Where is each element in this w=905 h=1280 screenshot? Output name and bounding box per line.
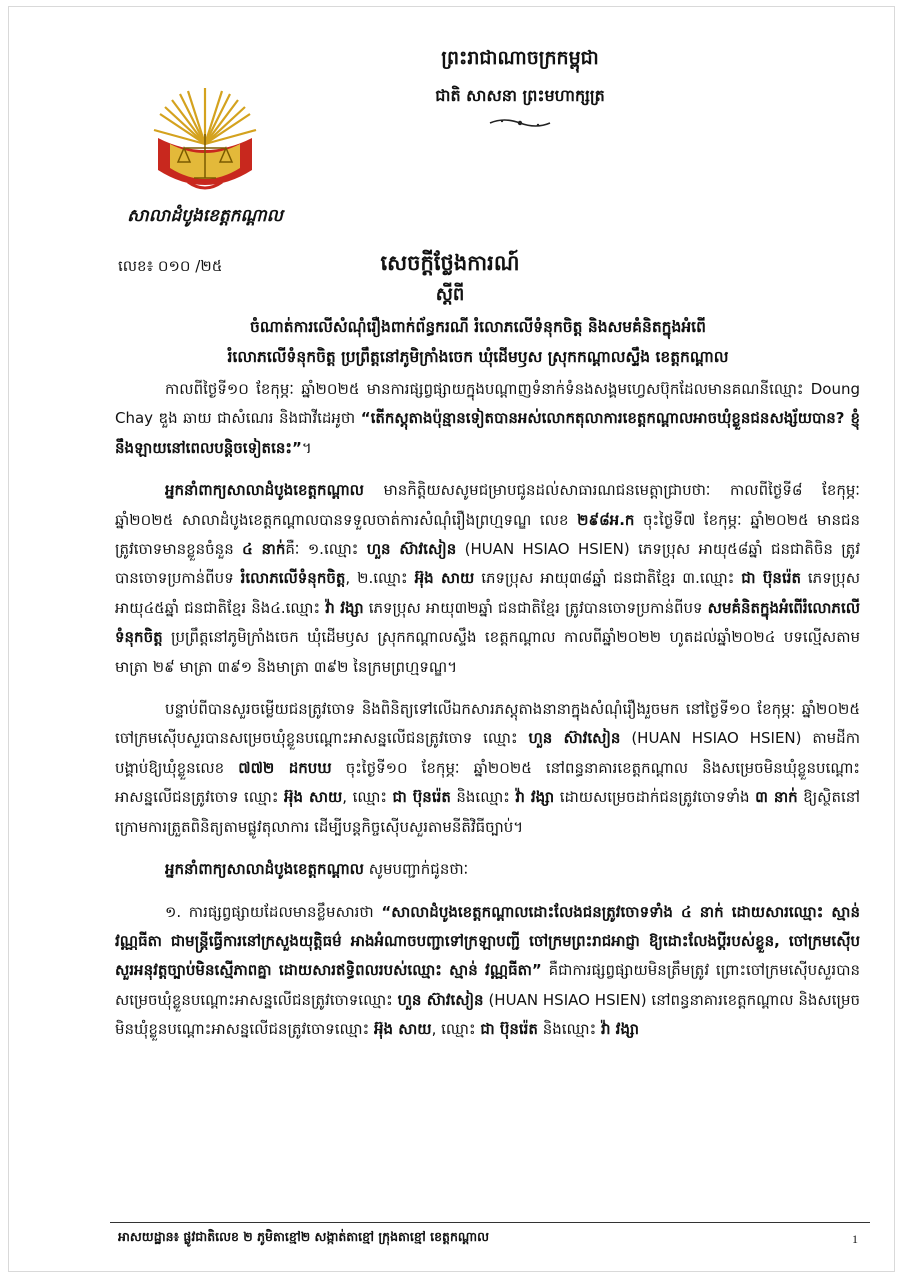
paragraph-5 <box>115 898 860 1045</box>
p2-name: វ៉ា វង្សា <box>325 598 364 617</box>
p3-name: អ៊ុង សាយ <box>283 788 343 807</box>
reference-number: លេខ៖ ០១០ /២៥ <box>118 257 223 275</box>
document-about: ស្តីពី <box>435 284 465 305</box>
p1-end: ។ <box>301 438 312 457</box>
p3-order-number: ៧៧២ ដកបឃ <box>238 758 332 777</box>
p3-text: (HUAN HSIAO HSIEN) តាមដីកាបង្គាប់ឱ្យឃុំខ្លួនលេខ <box>115 729 860 777</box>
p2-text: (HUAN HSIAO HSIEN) ភេទប្រុស អាយុ៥៨ឆ្នាំ ជនជាតិចិន ត្រូវបានចោទប្រកាន់ពីបទ <box>115 540 860 588</box>
p3-name: ហួន ស៊ាវសៀន <box>528 729 621 748</box>
p3-text: បន្ទាប់ពីបានសួរចម្លើយជនត្រូវចោទ និងពិនិត្យទៅលើឯកសារភស្តុតាងនានាក្នុងសំណុំរឿងរួចមក នៅថ្ងៃទី១០ ខែកុម្ភៈ ឆ្នាំ២០២៥ ចៅក្រមស៊ើបសួរបានសម្រេចឃុំខ្លួនបណ្តោះអាសន្នលើជនត្រូវចោទ ឈ្មោះ <box>115 700 860 748</box>
p2-text: ប្រព្រឹត្តនៅភូមិក្រាំងចេក ឃុំដើមឫស ស្រុកកណ្តាលស្ទឹង ខេត្តកណ្តាល កាលពីឆ្នាំ២០២២ ហូតដល់ឆ្នាំ២០២៤ បទល្មើសតាមមាត្រា ២៩ មាត្រា ៣៩១ និងមាត្រា ៣៩២ នៃក្រមព្រហ្មទណ្ឌ។ <box>115 628 860 676</box>
p5-text: , ឈ្មោះ <box>431 1020 481 1039</box>
document-title: សេចក្តីថ្លែងការណ៍ <box>380 251 520 275</box>
p2-text: គឺៈ ១.ឈ្មោះ <box>285 540 367 559</box>
p5-text: និងឈ្មោះ <box>537 1020 601 1039</box>
p3-text: ដោយសម្រេចដាក់ជនត្រូវចោទទាំង <box>554 788 756 807</box>
p2-text: ភេទប្រុស អាយុ៣៨ឆ្នាំ ជនជាតិខ្មែរ ៣.ឈ្មោះ <box>474 569 742 588</box>
ornament-divider-icon <box>488 115 552 131</box>
footer-address: អាសយដ្ឋាន៖ ផ្លូវជាតិលេខ ២ ភូមិតាខ្មៅ២ សង្កាត់តាខ្មៅ ក្រុងតាខ្មៅ ខេត្តកណ្តាល <box>118 1229 490 1244</box>
p2-text: ភេទប្រុស អាយុ៤៥ឆ្នាំ ជនជាតិខ្មែរ និង៤.ឈ្មោះ <box>115 569 860 617</box>
page-number: 1 <box>852 1232 858 1246</box>
p2-text: មានកិត្តិយសសូមជម្រាបជូនដល់សាធារណជនមេត្តាជ្រាបថាៈ កាលពីថ្ងៃទី៨ ខែកុម្ភៈ ឆ្នាំ២០២៥ សាលាដំបូងខេត្តកណ្តាលបានទទួលចាត់ការសំណុំរឿងព្រហ្មទណ្ឌ លេខ <box>115 481 860 529</box>
paragraph-2 <box>115 476 860 682</box>
p5-text: គឺជាការផ្សព្វផ្សាយមិនត្រឹមត្រូវ ព្រោះចៅក្រមស៊ើបសួរបានសម្រេចឃុំខ្លួនបណ្តោះអាសន្នលើជនត្រូវចោទឈ្មោះ <box>115 961 860 1009</box>
p4-text: សូមបញ្ជាក់ជូនថាៈ <box>363 860 469 879</box>
p2-count: ៤ នាក់ <box>242 540 286 559</box>
subject-line-2: រំលោភលើទំនុកចិត្ត ប្រព្រឹត្តនៅភូមិក្រាំងចេក ឃុំដើមឫស ស្រុកកណ្តាលស្ទឹង ខេត្តកណ្តាល <box>227 348 729 366</box>
p5-text: ១. ការផ្សព្វផ្សាយដែលមានខ្លឹមសារថា <box>165 902 382 921</box>
p3-text: ចុះថ្ងៃទី១០ ខែកុម្ភៈ ឆ្នាំ២០២៥ នៅពន្ធនាគារខេត្តកណ្តាល និងសម្រេចមិនឃុំខ្លួនបណ្តោះអាសន្នលើជនត្រូវចោទ ឈ្មោះ <box>115 758 860 807</box>
p3-text: , ឈ្មោះ <box>342 788 393 807</box>
p3-text: និងឈ្មោះ <box>450 788 516 807</box>
p2-text: ចុះថ្ងៃទី៧ ខែកុម្ភៈ ឆ្នាំ២០២៥ មានជនត្រូវចោទមានខ្លួនចំនួន <box>115 510 861 559</box>
p5-name: ហួន ស៊ាវសៀន <box>397 990 484 1009</box>
p1-quote: “តើកស្តុតាងប៉ុន្មានទៀតបានអស់លោកតុលាការខេត្តកណ្តាលអាចឃុំខ្លួនជនសង្ស័យបាន? ខ្ញុំនឹងឡាយនៅពេលបន្តិចទៀតនេះ” <box>115 409 860 457</box>
p2-spokesperson: អ្នកនាំពាក្យសាលាដំបូងខេត្តកណ្តាល <box>165 481 364 500</box>
p4-spokesperson: អ្នកនាំពាក្យសាលាដំបូងខេត្តកណ្តាល <box>165 860 364 879</box>
p2-name: អ៊ុង សាយ <box>414 569 475 588</box>
p3-name: ជា ប៊ុនរ៉េត <box>392 788 451 807</box>
p3-count: ៣ នាក់ <box>755 788 798 807</box>
paragraph-1 <box>115 375 860 463</box>
national-motto: ជាតិ សាសនា ព្រះមហាក្សត្រ <box>435 86 605 105</box>
p2-case-number: ២៩៨អ.ក <box>577 510 635 529</box>
p5-text: (HUAN HSIAO HSIEN) នៅពន្ធនាគារខេត្តកណ្តាល និងសម្រេចមិនឃុំខ្លួនបណ្តោះអាសន្នលើជនត្រូវចោទឈ្មោះ <box>115 990 860 1039</box>
p3-text: ឱ្យស្ថិតនៅក្រោមការត្រួតពិនិត្យតាមផ្លូវតុលាការ ដើម្បីបន្តកិច្ចស៊ើបសួរតាមនីតិវិធីច្បាប់។ <box>115 788 861 836</box>
p5-quote: “សាលាដំបូងខេត្តកណ្តាលដោះលែងជនត្រូវចោទទាំង ៤ នាក់ ដោយសារឈ្មោះ ស្មាន់ វណ្ណធីតា ជាមន្ត្រីធ្វើការនៅក្រសួងយុត្តិធម៌ អាងអំណាចបញ្ជាទៅក្រឡាបញ្ជី ចៅក្រមព្រះរាជអាជ្ញា ឱ្យដោះលែងប្តីរបស់ខ្លួន, ចៅក្រមស៊ើបសួរអនុវត្តច្បាប់មិនស្មើភាពគ្នា ដោយសារឥទ្ធិពលរបស់ឈ្មោះ ស្មាន់ វណ្ណធីតា” <box>115 902 860 980</box>
court-emblem-icon <box>150 82 260 202</box>
p2-charge: រំលោភលើទំនុកចិត្ត <box>240 569 346 588</box>
p5-name: វ៉ា វង្សា <box>600 1020 639 1039</box>
subject-line-1: ចំណាត់ការលើសំណុំរឿងពាក់ព័ន្ធករណី រំលោភលើទំនុកចិត្ត និងសមគំនិតក្នុងអំពើ <box>250 318 706 336</box>
kingdom-heading: ព្រះរាជាណាចក្រកម្ពុជា <box>441 47 599 69</box>
document-subject <box>78 312 878 372</box>
p5-name: ជា ប៊ុនរ៉េត <box>480 1020 538 1039</box>
statement-body <box>115 375 860 1058</box>
p2-charge: សមគំនិតក្នុងអំពើរំលោភលើទំនុកចិត្ត <box>115 598 860 647</box>
p3-name: វ៉ា វង្សា <box>515 788 555 807</box>
p2-name: ហួន ស៊ាវសៀន <box>366 540 457 559</box>
p5-name: អ៊ុង សាយ <box>374 1020 432 1039</box>
p2-text: , ២.ឈ្មោះ <box>345 569 415 588</box>
footer-divider <box>110 1222 870 1223</box>
paragraph-3 <box>115 695 860 842</box>
p1-text: កាលពីថ្ងៃទី១០ ខែកុម្ភៈ ឆ្នាំ២០២៥ មានការផ្សព្វផ្សាយក្នុងបណ្តាញទំនាក់ទំនងសង្គមហ្វេសប៊ុកដែលមានគណនីឈ្មោះ Doung Chay ឌួង ឆាយ ជាសំណេរ និងជាវីដេអូថា <box>115 380 860 428</box>
p2-text: ភេទប្រុស អាយុ៣២ឆ្នាំ ជនជាតិខ្មែរ ត្រូវបានចោទប្រកាន់ពីបទ <box>363 598 708 617</box>
paragraph-4 <box>115 855 860 884</box>
court-name: សាលាដំបូងខេត្តកណ្តាល <box>127 206 283 226</box>
p2-name: ជា ប៊ុនរ៉េត <box>741 569 801 588</box>
